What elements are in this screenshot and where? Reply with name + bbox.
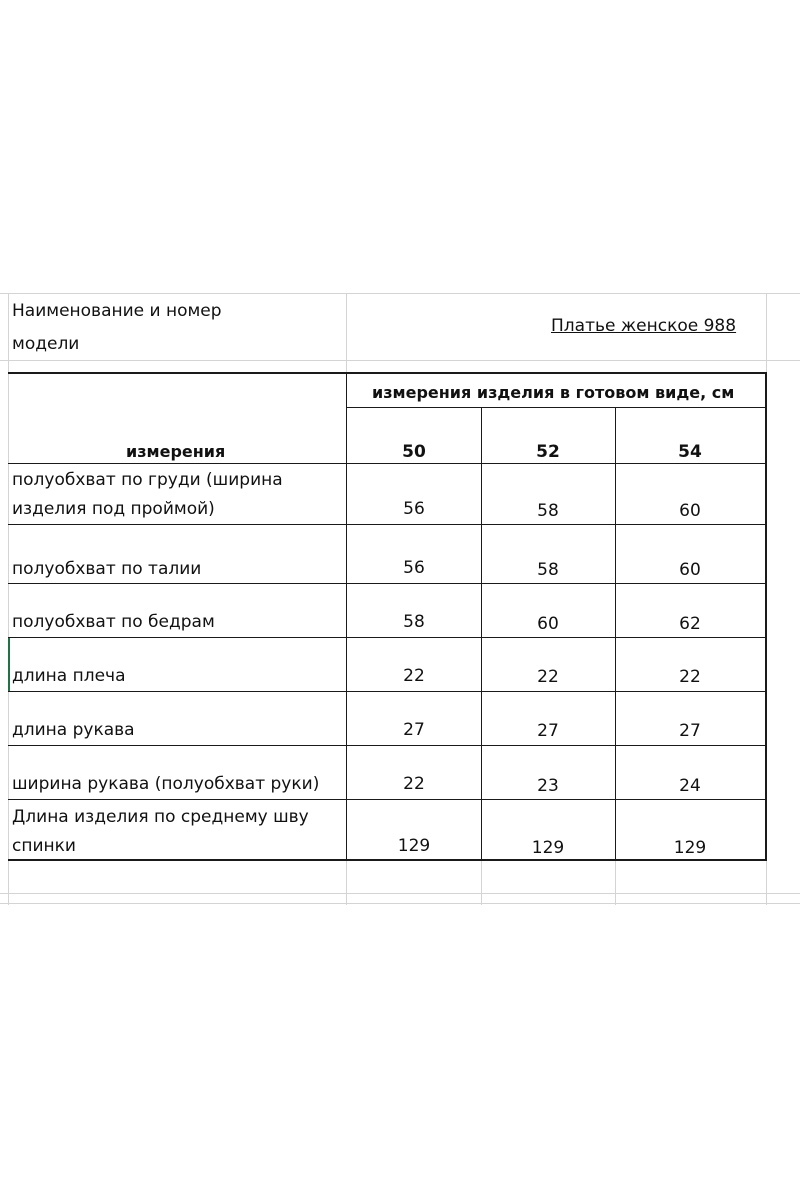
gridline	[0, 293, 800, 294]
gridline	[766, 860, 767, 905]
table-border	[346, 372, 347, 861]
table-border	[8, 691, 767, 692]
cell-value: 56	[403, 558, 425, 578]
cell-value: 58	[537, 560, 559, 580]
row-label: спинки	[12, 836, 76, 856]
cell-value: 129	[397, 836, 431, 856]
measure-header: измерения	[126, 442, 226, 461]
size-header: 50	[402, 442, 426, 462]
cell-value: 24	[679, 776, 701, 796]
gridline	[8, 293, 9, 905]
cell-value: 22	[679, 667, 701, 687]
gridline	[0, 360, 800, 361]
table-border	[8, 637, 767, 638]
row-label: полуобхват по талии	[12, 559, 202, 579]
cell-value: 58	[403, 612, 425, 632]
table-border	[615, 407, 616, 861]
table-border	[8, 799, 767, 800]
row-label: полуобхват по бедрам	[12, 612, 215, 632]
gridline	[346, 293, 347, 373]
row-label: длина плеча	[12, 666, 126, 686]
cell-value: 27	[537, 721, 559, 741]
row-label: изделия под проймой)	[12, 499, 215, 519]
table-border	[8, 745, 767, 746]
gridline	[615, 860, 616, 905]
cell-value: 129	[673, 838, 707, 858]
cell-value: 60	[679, 501, 701, 521]
model-label-line2: модели	[12, 334, 80, 354]
row-label: Длина изделия по среднему шву	[12, 807, 309, 827]
table-border	[765, 372, 767, 861]
gridline	[0, 893, 800, 894]
table-border	[8, 463, 767, 464]
table-border	[8, 372, 767, 374]
cell-value: 56	[403, 499, 425, 519]
gridline	[766, 293, 767, 373]
cell-value: 22	[403, 666, 425, 686]
model-name: Платье женское 988	[551, 316, 737, 336]
table-border	[346, 407, 767, 408]
row-label: ширина рукава (полуобхват руки)	[12, 774, 320, 794]
cell-value: 60	[537, 614, 559, 634]
row-label: длина рукава	[12, 720, 135, 740]
model-label-line1: Наименование и номер	[12, 301, 222, 321]
size-header: 52	[536, 442, 560, 462]
table-border	[8, 524, 767, 525]
cell-value: 23	[537, 776, 559, 796]
cell-value: 27	[403, 720, 425, 740]
gridline	[0, 903, 800, 904]
table-border	[8, 859, 767, 861]
active-cell-marker	[8, 638, 10, 692]
row-label: полуобхват по груди (ширина	[12, 470, 283, 490]
cell-value: 22	[403, 774, 425, 794]
cell-value: 27	[679, 721, 701, 741]
group-header: измерения изделия в готовом виде, см	[372, 383, 735, 402]
cell-value: 58	[537, 501, 559, 521]
gridline	[481, 860, 482, 905]
cell-value: 60	[679, 560, 701, 580]
gridline	[346, 860, 347, 905]
cell-value: 22	[537, 667, 559, 687]
cell-value: 129	[531, 838, 565, 858]
cell-value: 62	[679, 614, 701, 634]
table-border	[481, 407, 482, 861]
size-header: 54	[678, 442, 702, 462]
